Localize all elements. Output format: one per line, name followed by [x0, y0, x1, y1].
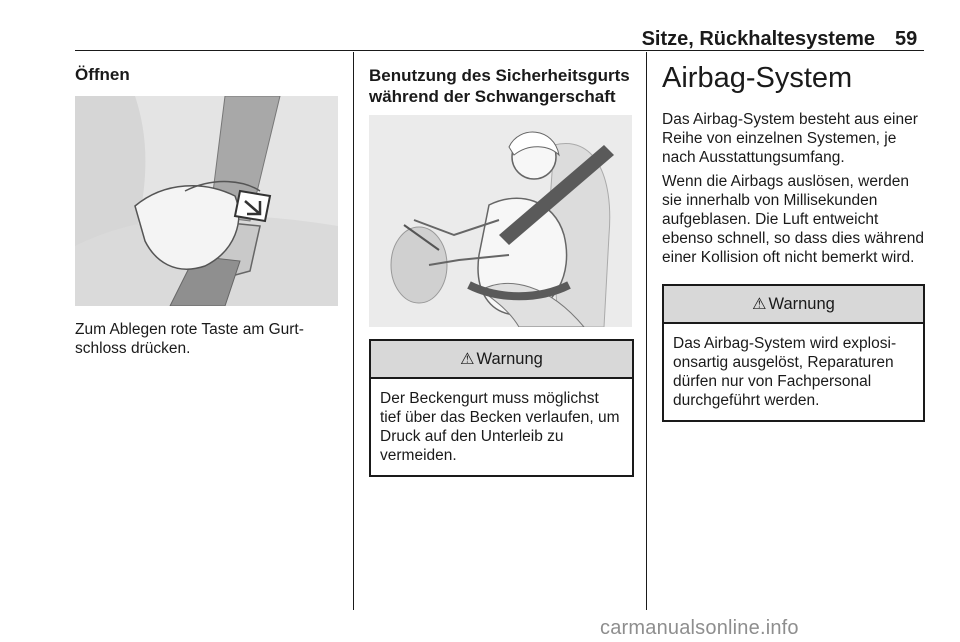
open-heading: Öffnen: [75, 65, 130, 84]
header-divider: [75, 50, 924, 51]
warning-header: [664, 286, 923, 324]
airbag-heading: Airbag-System: [662, 62, 853, 94]
warning-triangle-icon: ⚠: [752, 296, 767, 313]
warning-title: Warnung: [476, 349, 543, 368]
warning-text: Der Beckengurt muss möglichst tief über das Becken verlaufen, um Druck auf den Unterleib zu vermeiden.: [380, 390, 620, 464]
airbag-intro: Das Airbag-System besteht aus einer Reihe von einzelnen Systemen, je nach Ausstattungsumfang.: [662, 111, 918, 166]
column-divider-1: [353, 52, 354, 610]
page-number: 59: [895, 28, 918, 50]
open-instruction: Zum Ablegen rote Taste am Gurt-schloss drücken.: [75, 321, 304, 357]
airbag-warning-box: [662, 284, 925, 422]
pregnancy-heading: Benutzung des Sicherheitsgurts während der Schwangerschaft: [369, 66, 630, 106]
pregnancy-warning-box: [369, 339, 634, 477]
pregnant-driver-illustration: [369, 115, 632, 327]
warning-triangle-icon: ⚠: [460, 351, 475, 368]
warning-header: [371, 341, 632, 379]
section-title: Sitze, Rückhaltesysteme: [641, 28, 875, 50]
column-divider-2: [646, 52, 647, 610]
seatbelt-buckle-illustration: [75, 96, 338, 306]
warning-text: Das Airbag-System wird explosi-onsartig ausgelöst, Reparaturen dürfen nur von Fachpersonal durchgeführt werden.: [673, 335, 897, 409]
watermark: carmanualsonline.info: [600, 617, 799, 639]
airbag-deployment-text: Wenn die Airbags auslösen, werden sie innerhalb von Millisekunden aufgeblasen. Die Luft entweicht ebenso schnell, so dass dies während einer Kollision oft nicht bemerkt wird.: [662, 173, 924, 266]
warning-title: Warnung: [768, 294, 835, 313]
